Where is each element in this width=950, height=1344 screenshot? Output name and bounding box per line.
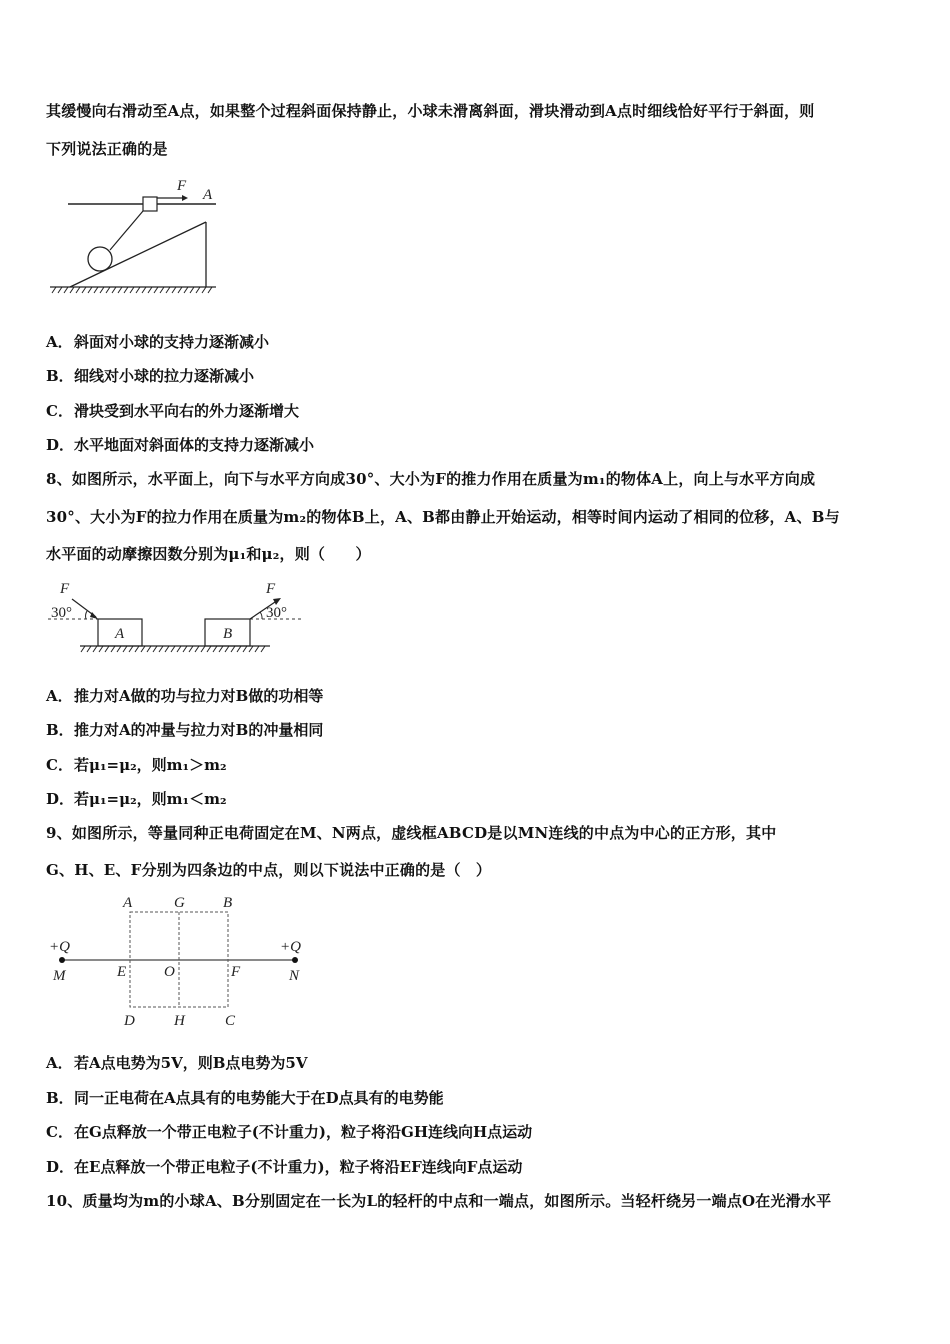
q9-label-e: E — [117, 964, 127, 980]
q8-label-angle-a: 30° — [51, 605, 72, 621]
q9-option-d: D．在E点释放一个带正电粒子(不计重力)，粒子将沿EF连线向F点运动 — [46, 1158, 523, 1176]
q8-option-a: A．推力对A做的功与拉力对B做的功相等 — [46, 687, 324, 705]
q9-charges-figure — [40, 890, 310, 1035]
q7-stem-line-1: 其缓慢向右滑动至A点，如果整个过程斜面保持静止，小球未滑离斜面，滑块滑动到A点时细线恰好平行于斜面，则 — [46, 102, 815, 120]
q9-label-charge-n: +Q — [280, 939, 301, 955]
q8-label-angle-b: 30° — [266, 605, 287, 621]
q10-stem-line-1: 10、质量均为m的小球A、B分别固定在一长为L的轻杆的中点和一端点，如图所示。当轻杆绕另一端点O在光滑水平 — [46, 1192, 832, 1210]
q9-label-o: O — [164, 964, 175, 980]
q9-option-c: C．在G点释放一个带正电粒子(不计重力)，粒子将沿GH连线向H点运动 — [46, 1123, 533, 1141]
q8-blocks-figure — [40, 575, 310, 665]
q7-label-a: A — [203, 187, 213, 203]
q8-option-b: B．推力对A的冲量与拉力对B的冲量相同 — [46, 721, 324, 739]
q9-label-charge-m: +Q — [49, 939, 70, 955]
q9-stem-line-1: 9、如图所示，等量同种正电荷固定在M、N两点，虚线框ABCD是以MN连线的中点为中心的正方形，其中 — [46, 824, 777, 842]
q8-label-block-b: B — [223, 626, 233, 642]
q9-label-b: B — [223, 895, 233, 911]
q9-label-n: N — [289, 968, 300, 984]
q9-label-c: C — [225, 1013, 236, 1029]
q9-label-g: G — [174, 895, 185, 911]
q9-label-d: D — [124, 1013, 135, 1029]
q7-option-d: D．水平地面对斜面体的支持力逐渐减小 — [46, 436, 315, 454]
q9-label-f: F — [231, 964, 241, 980]
q7-option-a: A．斜面对小球的支持力逐渐减小 — [46, 333, 270, 351]
q7-option-c: C．滑块受到水平向右的外力逐渐增大 — [46, 402, 300, 420]
q9-stem-line-2: G、H、E、F分别为四条边的中点，则以下说法中正确的是（ ） — [46, 861, 492, 879]
q9-option-a: A．若A点电势为5V，则B点电势为5V — [46, 1054, 308, 1072]
q8-label-block-a: A — [115, 626, 125, 642]
q8-label-force-a: F — [60, 581, 70, 597]
q7-label-force: F — [177, 178, 187, 194]
q8-stem-line-3: 水平面的动摩擦因数分别为μ₁和μ₂，则（ ） — [46, 545, 371, 563]
q7-incline-figure — [40, 170, 240, 310]
q8-label-force-b: F — [266, 581, 276, 597]
q8-option-d: D．若μ₁=μ₂，则m₁＜m₂ — [46, 790, 227, 808]
q9-label-h: H — [174, 1013, 185, 1029]
q8-option-c: C．若μ₁=μ₂，则m₁＞m₂ — [46, 756, 227, 774]
q7-stem-line-2: 下列说法正确的是 — [46, 140, 168, 158]
q8-stem-line-2: 30°、大小为F的拉力作用在质量为m₂的物体B上，A、B都由静止开始运动，相等时间内运动了相同的位移，A、B与 — [46, 508, 840, 526]
q7-option-b: B．细线对小球的拉力逐渐减小 — [46, 367, 255, 385]
q9-label-m: M — [53, 968, 66, 984]
q9-label-a: A — [123, 895, 133, 911]
q9-option-b: B．同一正电荷在A点具有的电势能大于在D点具有的电势能 — [46, 1089, 444, 1107]
q8-stem-line-1: 8、如图所示，水平面上，向下与水平方向成30°、大小为F的推力作用在质量为m₁的物体A上，向上与水平方向成 — [46, 470, 816, 488]
